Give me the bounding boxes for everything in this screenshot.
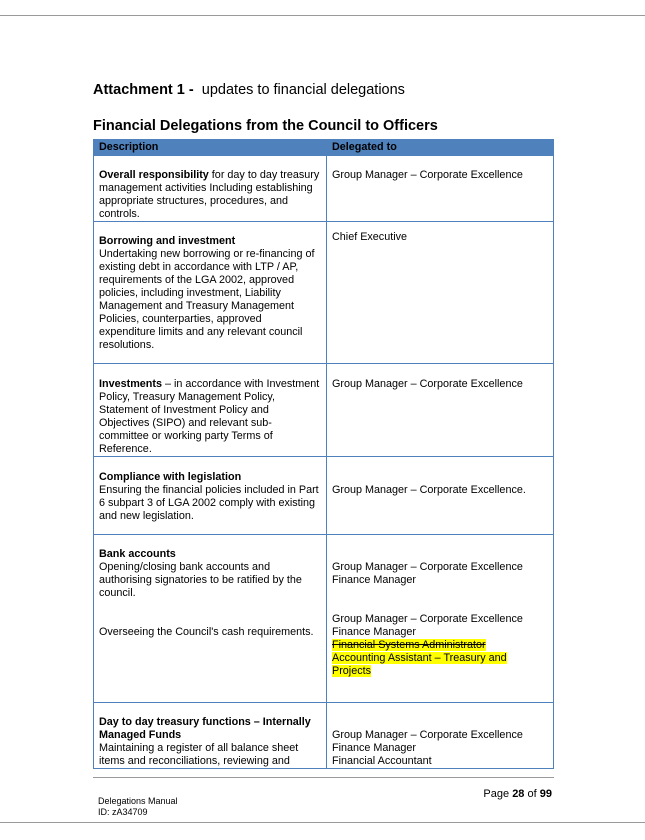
row-text: Opening/closing bank accounts and authorising signatories to be ratified by the council. xyxy=(99,561,302,599)
delegate: Chief Executive xyxy=(332,231,408,243)
table-row xyxy=(94,222,554,364)
row-text: Undertaking new borrowing or re-financing of existing debt in accordance with LTP / AP, requirements of the LGA 2002, approved policies, including investment, Liability Management and Treasury Management Policies, counterparties, approved expenditure limits and any relevant council resolutions. xyxy=(99,248,315,351)
row-title: Investments xyxy=(99,378,163,390)
delegate: Group Manager – Corporate Excellence xyxy=(332,561,523,573)
row-description xyxy=(94,222,327,364)
row-description xyxy=(94,457,327,535)
page-of: of xyxy=(527,788,537,800)
row-description xyxy=(94,535,327,703)
row-delegated xyxy=(327,364,554,457)
row-delegated xyxy=(327,457,554,535)
delegate: Group Manager – Corporate Excellence xyxy=(332,169,523,181)
delegate: Finance Manager xyxy=(332,742,417,754)
table-row xyxy=(94,156,554,222)
table-row xyxy=(94,457,554,535)
attachment-heading xyxy=(93,82,405,98)
table-row xyxy=(94,364,554,457)
row-title: Overall responsibility xyxy=(99,169,209,181)
row-delegated xyxy=(327,535,554,703)
row-title: Day to day treasury functions – Internally Managed Funds xyxy=(99,716,311,741)
total-pages: 99 xyxy=(539,788,552,800)
row-description xyxy=(94,156,327,222)
delegate: Group Manager – Corporate Excellence. xyxy=(332,484,526,496)
page-number xyxy=(483,788,552,800)
delegate: Finance Manager xyxy=(332,574,417,586)
row-text: for day to day treasury management activities Including establishing appropriate structures, procedures, and controls. xyxy=(99,169,320,220)
delegate: Group Manager – Corporate Excellence xyxy=(332,613,523,625)
row-text: – in accordance with Investment Policy, Treasury Management Policy, Statement of Investment Policy and Objectives (SIPO) and relevant sub-committee or working party Terms of Reference. xyxy=(99,378,320,455)
attachment-label: Attachment 1 - xyxy=(93,82,194,98)
header-rule xyxy=(0,15,645,16)
row-title: Compliance with legislation xyxy=(99,471,242,483)
row-delegated xyxy=(327,156,554,222)
delegations-table xyxy=(93,139,554,769)
row-delegated xyxy=(327,222,554,364)
page-bottom-rule xyxy=(0,822,645,823)
row-text: Maintaining a register of all balance sheet items and reconciliations, reviewing and xyxy=(99,742,299,767)
row-title: Bank accounts xyxy=(99,548,176,560)
delegate-added: Accounting Assistant – Treasury and Projects xyxy=(332,652,507,677)
delegate: Group Manager – Corporate Excellence xyxy=(332,729,523,741)
header-description: Description xyxy=(94,140,327,156)
row-text-secondary: Overseeing the Council's cash requirements. xyxy=(99,626,314,638)
page-prefix: Page xyxy=(483,788,510,800)
footer-document-info xyxy=(98,796,178,818)
table-header-row xyxy=(94,140,554,156)
table-row xyxy=(94,535,554,703)
row-description xyxy=(94,703,327,769)
delegate: Finance Manager xyxy=(332,626,417,638)
footer-rule xyxy=(93,777,554,778)
row-title: Borrowing and investment xyxy=(99,235,236,247)
footer-document-id: ID: zA34709 xyxy=(98,807,148,817)
delegate: Group Manager – Corporate Excellence xyxy=(332,378,523,390)
attachment-text: updates to financial delegations xyxy=(201,82,405,98)
header-delegated-to: Delegated to xyxy=(327,140,554,156)
section-title: Financial Delegations from the Council to Officers xyxy=(93,118,438,134)
table-row xyxy=(94,703,554,769)
row-description xyxy=(94,364,327,457)
row-delegated xyxy=(327,703,554,769)
current-page: 28 xyxy=(512,788,525,800)
delegate: Financial Accountant xyxy=(332,755,432,767)
footer-manual-name: Delegations Manual xyxy=(98,796,178,806)
row-text: Ensuring the financial policies included in Part 6 subpart 3 of LGA 2002 comply with existing and new legislation. xyxy=(99,484,319,522)
delegate-removed: Financial Systems Administrator xyxy=(332,639,486,651)
